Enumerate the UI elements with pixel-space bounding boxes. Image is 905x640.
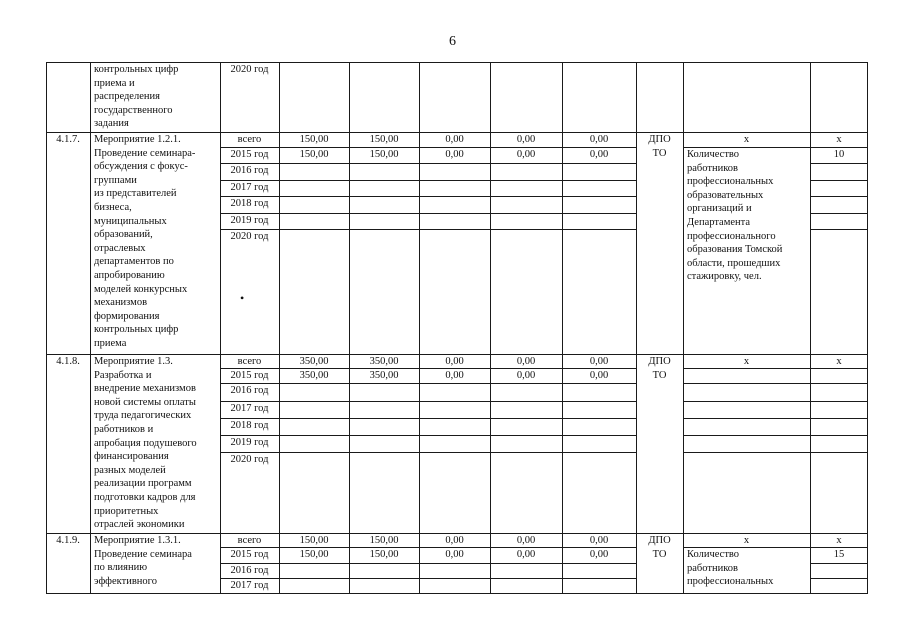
amount-value: 0,00 bbox=[516, 149, 536, 160]
executor-label: ДПО bbox=[648, 356, 671, 367]
target-row-divider bbox=[810, 213, 868, 214]
amount-value: 0,00 bbox=[589, 370, 609, 381]
indicator-row-divider bbox=[683, 452, 868, 453]
amount-value: 0,00 bbox=[516, 356, 536, 367]
indicator-mark: х bbox=[743, 134, 750, 145]
year-row-divider bbox=[220, 229, 636, 230]
activity-name-line: группами bbox=[94, 174, 137, 186]
year-label: 2015 год bbox=[230, 549, 269, 560]
amount-value: 0,00 bbox=[445, 134, 464, 145]
activity-name-line: апробация подушевого bbox=[94, 437, 197, 449]
indicator-text-line: Количество bbox=[687, 549, 740, 560]
year-row-divider bbox=[220, 563, 636, 564]
activity-name-line: из представителей bbox=[94, 188, 177, 200]
activity-name-line: формирования bbox=[94, 310, 160, 322]
year-row-divider bbox=[220, 163, 636, 164]
amount-value: 0,00 bbox=[589, 356, 609, 367]
indicator-mark: х bbox=[743, 535, 750, 546]
amount-value: 0,00 bbox=[516, 549, 536, 560]
year-label: 2016 год bbox=[230, 385, 269, 396]
executor-label: ДПО bbox=[648, 134, 671, 145]
year-row-divider bbox=[220, 180, 636, 181]
indicator-text-line: профессиональных bbox=[687, 576, 774, 588]
activity-name-line: Разработка и bbox=[94, 369, 152, 381]
amount-value: 350,00 bbox=[299, 356, 329, 367]
year-label: 2017 год bbox=[230, 580, 269, 591]
executor-label: ТО bbox=[652, 147, 667, 159]
activity-number: 4.1.9. bbox=[56, 535, 80, 546]
table-border-bottom bbox=[46, 593, 868, 594]
activity-name-line: Мероприятие 1.3.1. bbox=[94, 535, 181, 546]
amount-value: 0,00 bbox=[445, 370, 464, 381]
year-label: всего bbox=[237, 134, 262, 145]
amount-value: 0,00 bbox=[589, 535, 609, 546]
activity-name-line: финансирования bbox=[94, 451, 169, 463]
amount-value: 350,00 bbox=[369, 356, 399, 367]
activity-name-line: механизмов bbox=[94, 297, 148, 309]
activity-name-line: контрольных цифр bbox=[94, 64, 179, 75]
activity-name-line: по влиянию bbox=[94, 562, 148, 574]
year-row-divider bbox=[220, 196, 636, 197]
activity-name-line: Мероприятие 1.3. bbox=[94, 356, 173, 367]
activity-name-line: отраслевых bbox=[94, 242, 146, 254]
indicator-text-line: Количество bbox=[687, 149, 740, 160]
target-value: 15 bbox=[833, 549, 845, 560]
activity-name-line: бизнеса, bbox=[94, 202, 132, 213]
activity-name-line: отраслей экономики bbox=[94, 519, 185, 531]
target-row-divider bbox=[810, 578, 868, 579]
amount-value: 350,00 bbox=[369, 370, 399, 381]
activity-name-line: приема и bbox=[94, 77, 135, 89]
indicator-text-line: стажировку, чел. bbox=[687, 271, 762, 283]
indicator-text-line: Департамента bbox=[687, 217, 751, 228]
year-label: 2018 год bbox=[230, 198, 269, 209]
year-label: всего bbox=[237, 535, 262, 546]
indicator-row-divider bbox=[683, 383, 868, 384]
year-row-divider bbox=[220, 435, 636, 436]
year-label: 2019 год bbox=[230, 215, 269, 226]
activity-name-line: задания bbox=[94, 118, 129, 130]
year-label: 2016 год bbox=[230, 165, 269, 176]
activity-name-line: работников и bbox=[94, 424, 154, 435]
amount-value: 150,00 bbox=[299, 549, 329, 560]
amount-value: 0,00 bbox=[445, 535, 464, 546]
indicator-row-divider bbox=[683, 418, 868, 419]
amount-value: 0,00 bbox=[589, 549, 609, 560]
activity-name-line: апробированию bbox=[94, 270, 165, 281]
indicator-row-divider bbox=[683, 435, 868, 436]
year-label: 2016 год bbox=[230, 565, 269, 576]
indicator-text-line: работников bbox=[687, 562, 738, 574]
activity-name-line: контрольных цифр bbox=[94, 324, 179, 336]
year-label: 2020 год bbox=[230, 64, 269, 75]
year-row-divider bbox=[220, 452, 636, 453]
amount-value: 0,00 bbox=[516, 535, 536, 546]
target-value: 10 bbox=[833, 149, 845, 160]
activity-name-line: образований, bbox=[94, 229, 153, 241]
year-label: 2018 год bbox=[230, 420, 269, 431]
amount-value: 150,00 bbox=[369, 535, 399, 546]
year-label: 2017 год bbox=[230, 403, 269, 414]
amount-value: 150,00 bbox=[299, 535, 329, 546]
activity-name-line: обсуждения с фокус- bbox=[94, 161, 188, 173]
budget-table bbox=[46, 62, 868, 594]
stray-mark: • bbox=[240, 291, 245, 305]
activity-name-line: моделей конкурсных bbox=[94, 283, 188, 295]
amount-value: 350,00 bbox=[299, 370, 329, 381]
target-mark: х bbox=[836, 356, 842, 367]
target-mark: х bbox=[836, 535, 842, 546]
year-row-divider bbox=[220, 401, 636, 402]
year-label: 2017 год bbox=[230, 182, 269, 193]
amount-value: 0,00 bbox=[445, 549, 464, 560]
amount-value: 150,00 bbox=[369, 134, 399, 145]
activity-name-line: Проведение семинара bbox=[94, 548, 192, 560]
amount-value: 150,00 bbox=[369, 149, 399, 160]
year-row-divider bbox=[220, 213, 636, 214]
target-row-divider bbox=[810, 563, 868, 564]
activity-name-line: Проведение семинара- bbox=[94, 147, 196, 159]
target-row-divider bbox=[810, 180, 868, 181]
activity-name-line: распределения bbox=[94, 91, 160, 103]
amount-value: 0,00 bbox=[589, 149, 609, 160]
indicator-mark: х bbox=[743, 356, 750, 367]
activity-name-line: эффективного bbox=[94, 575, 157, 587]
indicator-text-line: образовательных bbox=[687, 189, 764, 201]
activity-name-line: труда педагогических bbox=[94, 410, 192, 422]
amount-value: 0,00 bbox=[445, 356, 464, 367]
amount-value: 0,00 bbox=[516, 370, 536, 381]
amount-value: 150,00 bbox=[369, 549, 399, 560]
year-label: 2015 год bbox=[230, 149, 269, 160]
year-label: 2020 год bbox=[230, 454, 269, 465]
activity-name-line: подготовки кадров для bbox=[94, 492, 196, 503]
year-label: 2020 год bbox=[230, 231, 269, 242]
amount-value: 0,00 bbox=[445, 149, 464, 160]
indicator-text-line: области, прошедших bbox=[687, 257, 781, 269]
year-row-divider bbox=[220, 578, 636, 579]
activity-name-line: внедрение механизмов bbox=[94, 383, 196, 395]
amount-value: 0,00 bbox=[516, 134, 536, 145]
year-label: 2019 год bbox=[230, 437, 269, 448]
indicator-text-line: работников bbox=[687, 162, 738, 174]
activity-number: 4.1.7. bbox=[56, 134, 80, 145]
amount-value: 150,00 bbox=[299, 149, 329, 160]
activity-name-line: департаментов по bbox=[94, 256, 174, 268]
target-row-divider bbox=[810, 229, 868, 230]
year-label: всего bbox=[237, 356, 262, 367]
target-row-divider bbox=[810, 196, 868, 197]
amount-value: 150,00 bbox=[299, 134, 329, 145]
year-row-divider bbox=[220, 418, 636, 419]
activity-name-line: разных моделей bbox=[94, 464, 166, 476]
activity-name-line: реализации программ bbox=[94, 478, 192, 490]
amount-value: 0,00 bbox=[589, 134, 609, 145]
activity-name-line: приоритетных bbox=[94, 505, 159, 517]
executor-label: ТО bbox=[652, 369, 667, 381]
activity-number: 4.1.8. bbox=[56, 356, 80, 367]
indicator-text-line: организаций и bbox=[687, 203, 752, 215]
executor-label: ДПО bbox=[648, 535, 671, 546]
page-number: 6 bbox=[449, 34, 456, 49]
activity-name-line: муниципальных bbox=[94, 215, 167, 227]
indicator-text-line: профессионального bbox=[687, 230, 776, 242]
indicator-row-divider bbox=[683, 401, 868, 402]
activity-name-line: государственного bbox=[94, 104, 173, 116]
year-label: 2015 год bbox=[230, 370, 269, 381]
column-divider bbox=[90, 62, 91, 594]
activity-name-line: новой системы оплаты bbox=[94, 396, 196, 408]
indicator-text-line: образования Томской bbox=[687, 244, 783, 256]
target-row-divider bbox=[810, 163, 868, 164]
target-mark: х bbox=[836, 134, 842, 145]
indicator-text-line: профессиональных bbox=[687, 176, 774, 188]
activity-name-line: Мероприятие 1.2.1. bbox=[94, 134, 181, 145]
executor-label: ТО bbox=[652, 548, 667, 560]
year-row-divider bbox=[220, 383, 636, 384]
activity-name-line: приема bbox=[94, 338, 127, 349]
